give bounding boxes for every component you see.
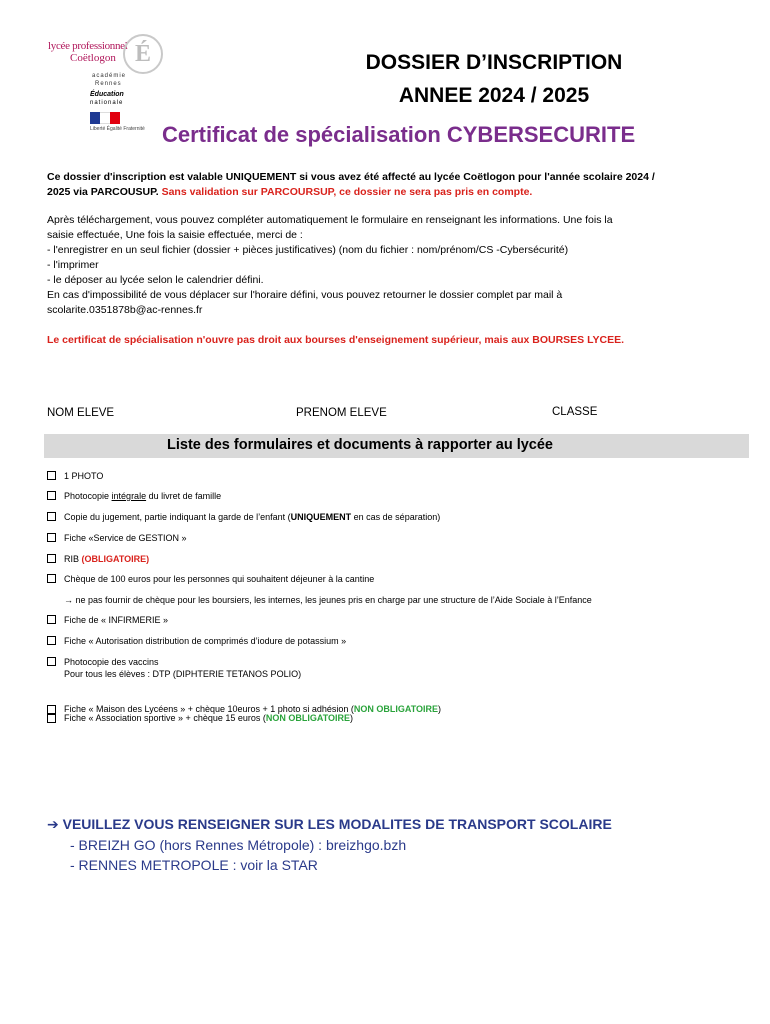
transport-breizhgo[interactable]: - BREIZH GO (hors Rennes Métropole) : breizhgo.bzh	[70, 837, 407, 853]
checkbox[interactable]	[47, 554, 56, 563]
email-link[interactable]: scolarite.0351878b@ac-rennes.fr	[47, 304, 203, 316]
intro-p1	[47, 170, 727, 200]
documents-list-title: Liste des formulaires et documents à rapporter au lycée	[167, 437, 553, 453]
intro-p2-line: - l'imprimer	[47, 259, 99, 271]
intro-p1-red: Sans validation sur PARCOURSUP, ce dossier ne sera pas pris en compte.	[158, 186, 533, 198]
list-item-photo: 1 PHOTO	[47, 470, 103, 482]
list-item-iodure: Fiche « Autorisation distribution de comprimés d’iodure de potassium »	[47, 635, 346, 647]
page-title-line1: DOSSIER D’INSCRIPTION	[365, 51, 623, 74]
list-item-mdl: Fiche « Maison des Lycéens » + chèque 10euros + 1 photo si adhésion (NON OBLIGATOIRE)	[47, 704, 441, 714]
prenom-eleve-label[interactable]: PRENOM ELEVE	[296, 407, 387, 419]
checkbox[interactable]	[47, 615, 56, 624]
intro-p2-line: Après téléchargement, vous pouvez compléter automatiquement le formulaire en renseignant les informations. Une fois la	[47, 214, 613, 226]
bourses-note: Le certificat de spécialisation n'ouvre pas droit aux bourses d'enseignement supérieur, mais aux BOURSES LYCEE.	[47, 334, 625, 346]
arrow-right-icon: →	[64, 595, 73, 605]
page-title-line2: ANNEE 2024 / 2025	[398, 84, 590, 107]
intro-p1-line1: Ce dossier d'inscription est valable UNIQUEMENT si vous avez été affecté au lycée Coëtlogon pour l'année scolaire 2024 /	[47, 171, 655, 183]
school-logo	[40, 30, 160, 140]
list-item-livret: Photocopie intégrale du livret de famille	[47, 490, 221, 502]
logo-line1: lycée professionnel	[48, 40, 128, 52]
nom-eleve-label[interactable]: NOM ELEVE	[47, 407, 115, 419]
intro-p2-line: saisie effectuée, Une fois la saisie effectuée, merci de :	[47, 229, 303, 241]
transport-rennes[interactable]: - RENNES METROPOLE : voir la STAR	[70, 857, 318, 873]
list-item-gestion: Fiche «Service de GESTION »	[47, 532, 187, 544]
checkbox[interactable]	[47, 533, 56, 542]
checkbox[interactable]	[47, 512, 56, 521]
intro-p2-line: - le déposer au lycée selon le calendrier défini.	[47, 274, 264, 286]
page-subtitle: Certificat de spécialisation CYBERSECURITE	[162, 122, 636, 147]
logo-education-1: Éducation	[90, 91, 124, 98]
logo-line2: Coëtlogon	[70, 52, 116, 64]
logo-academie-1: académie	[92, 73, 127, 79]
checkbox[interactable]	[47, 574, 56, 583]
list-item-infirmerie: Fiche de « INFIRMERIE »	[47, 614, 168, 626]
documents-list-header	[44, 434, 749, 458]
checkbox[interactable]	[47, 714, 56, 723]
transport-heading: ➔ VEUILLEZ VOUS RENSEIGNER SUR LES MODALITES DE TRANSPORT SCOLAIRE	[47, 816, 612, 832]
arrow-right-icon: ➔	[47, 816, 59, 832]
cheque-note: → ne pas fournir de chèque pour les boursiers, les internes, les jeunes pris en charge par une structure de l’Aide Sociale à l’Enfance	[64, 595, 592, 605]
list-item-vaccins: Photocopie des vaccins Pour tous les élèves : DTP (DIPHTERIE TETANOS POLIO)	[47, 656, 301, 680]
french-flag-icon	[90, 112, 120, 124]
checkbox[interactable]	[47, 636, 56, 645]
logo-education-2: nationale	[90, 100, 124, 106]
logo-marianne-text: Liberté Égalité Fraternité	[90, 126, 145, 132]
logo-academie-2: Rennes	[95, 81, 122, 87]
list-item-cheque: Chèque de 100 euros pour les personnes qui souhaitent déjeuner à la cantine	[47, 573, 374, 585]
intro-p1-bold: 2025 via PARCOUSUP.	[47, 186, 159, 198]
intro-p2	[47, 213, 727, 318]
checkbox[interactable]	[47, 491, 56, 500]
classe-label[interactable]: CLASSE	[552, 406, 598, 418]
intro-p2-line: En cas d'impossibilité de vous déplacer sur l'horaire défini, vous pouvez retourner le dossier complet par mail à	[47, 289, 563, 301]
checkbox[interactable]	[47, 657, 56, 666]
seal-icon: É	[123, 34, 163, 74]
list-item-as: Fiche « Association sportive » + chèque 15 euros (NON OBLIGATOIRE)	[47, 713, 353, 723]
list-item-rib: RIB (OBLIGATOIRE)	[47, 553, 149, 565]
checkbox[interactable]	[47, 471, 56, 480]
intro-p2-line: - l'enregistrer en un seul fichier (dossier + pièces justificatives) (nom du fichier : nom/prénom/CS -Cybersécurité)	[47, 244, 569, 256]
list-item-jugement: Copie du jugement, partie indiquant la garde de l’enfant (UNIQUEMENT en cas de séparation)	[47, 511, 440, 523]
